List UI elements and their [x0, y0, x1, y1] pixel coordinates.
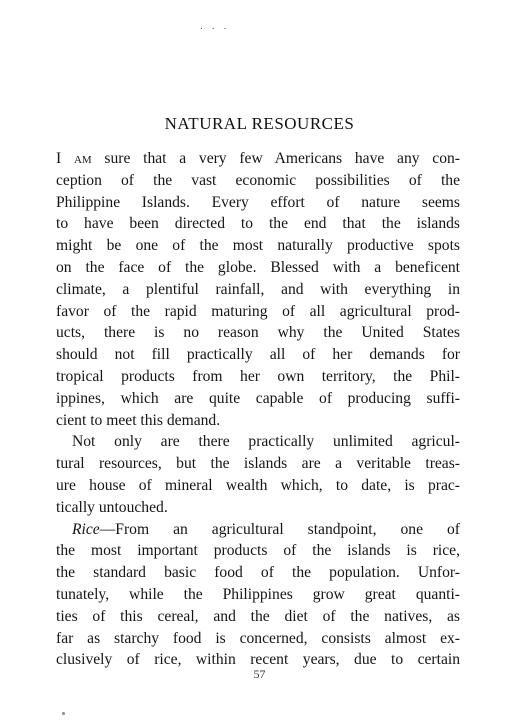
scan-speck	[62, 712, 65, 715]
lead-smallcaps: am	[73, 150, 92, 167]
text-line: climate, a plentiful rainfall, and with everything in	[56, 280, 460, 298]
text-line: cient to meet this demand.	[56, 411, 221, 429]
lead-italic: Rice	[72, 520, 100, 538]
text-line: far as starchy food is concerned, consists almost ex-	[56, 629, 460, 647]
text-line: Not only are there practically unlimited agricul-	[72, 433, 460, 451]
lead-word: I	[56, 150, 62, 167]
text-line	[56, 148, 460, 170]
line-text: —From an agricultural standpoint, one of	[99, 520, 460, 538]
text-line: the standard basic food of the population. Unfor-	[56, 564, 460, 582]
text-line: Philippine Islands. Every effort of nature seems	[56, 193, 460, 211]
text-line: favor of the rapid maturing of all agricultural prod-	[56, 302, 460, 320]
text-line	[56, 519, 460, 541]
body-text	[56, 148, 460, 671]
text-line: the most important products of the islands is rice,	[56, 542, 460, 560]
chapter-title: NATURAL RESOURCES	[164, 114, 355, 133]
paragraph-1	[56, 148, 460, 431]
text-line: ties of this cereal, and the diet of the natives, as	[56, 607, 460, 625]
line-text: sure that a very few Americans have any con-	[91, 150, 460, 167]
paragraph-2	[56, 431, 460, 518]
text-line: ippines, which are quite capable of producing suffi-	[56, 389, 460, 407]
text-line: clusively of rice, within recent years, due to certain	[56, 651, 460, 669]
text-line: might be one of the most naturally productive spots	[56, 237, 460, 255]
top-mark: . . .	[200, 22, 230, 32]
text-line: tunately, while the Philippines grow great quanti-	[56, 585, 460, 603]
paragraph-3	[56, 519, 460, 672]
text-line: ception of the vast economic possibilities of the	[56, 171, 460, 189]
text-line: tropical products from her own territory, the Phil-	[56, 367, 460, 385]
text-line: ucts, there is no reason why the United States	[56, 324, 460, 342]
page-number: 57	[253, 667, 266, 681]
text-line: tically untouched.	[56, 498, 168, 516]
text-line: on the face of the globe. Blessed with a beneficent	[56, 258, 460, 276]
text-line: tural resources, but the islands are a veritable treas-	[56, 455, 460, 473]
text-line: ure house of mineral wealth which, to date, is prac-	[56, 476, 460, 494]
text-line: should not fill practically all of her demands for	[56, 346, 460, 364]
text-line: to have been directed to the end that the islands	[56, 215, 460, 233]
